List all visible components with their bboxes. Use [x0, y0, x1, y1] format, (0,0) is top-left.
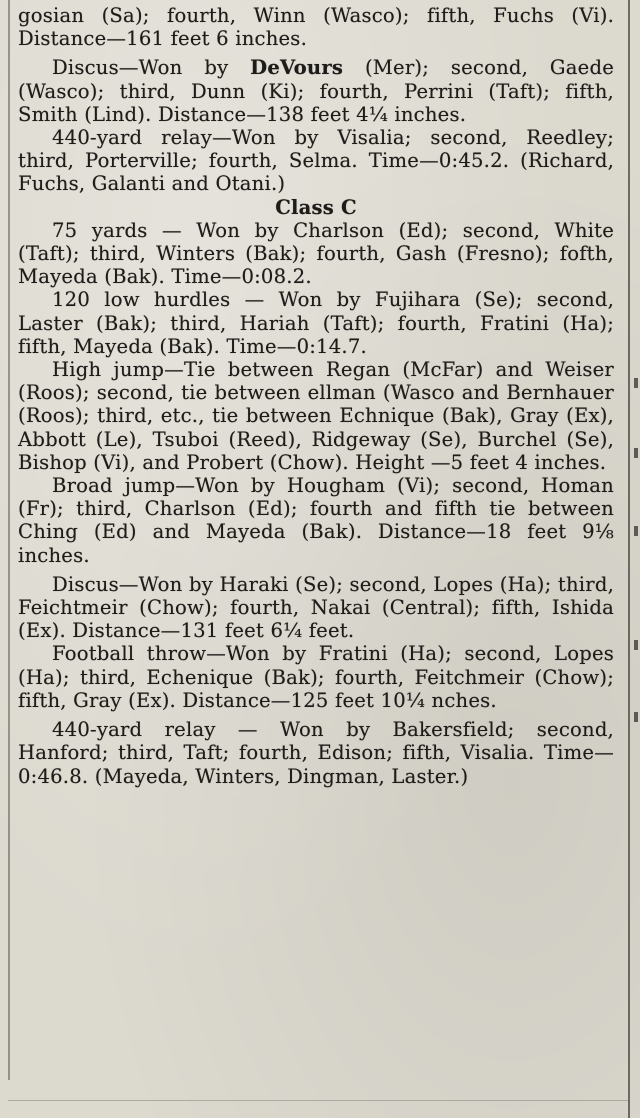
paragraph-relay-class-c: 440-yard relay — Won by Bakersfield; second, Hanford; third, Taft; fourth, Edison; fifth, Visalia. Time—0:46.8. (Mayeda, Winters, Dingman, Laster.) [18, 718, 614, 788]
paragraph-discus-class-b [18, 56, 614, 126]
edge-fragment [634, 378, 638, 388]
edge-fragment [634, 526, 638, 536]
paragraph-low-hurdles: 120 low hurdles — Won by Fujihara (Se); second, Laster (Bak); third, Hariah (Taft); fourth, Fratini (Ha); fifth, Mayeda (Bak). Time—0:14.7. [18, 288, 614, 358]
column-rule-right [628, 0, 630, 1118]
edge-fragment [634, 712, 638, 722]
article-column [18, 4, 614, 788]
paragraph-75-yards: 75 yards — Won by Charlson (Ed); second, White (Taft); third, Winters (Bak); fourth, Gash (Fresno); fofth, Mayeda (Bak). Time—0:08.2. [18, 218, 614, 289]
paragraph-broad-jump: Broad jump—Won by Hougham (Vi); second, Homan (Fr); third, Charlson (Ed); fourth and fifth tie between Ching (Ed) and Mayeda (Bak). Distance—18 feet 9⅛ inches. [18, 474, 614, 567]
edge-fragment [634, 448, 638, 458]
paragraph-high-jump: High jump—Tie between Regan (McFar) and Weiser (Roos); second, tie between ellman (Wasco and Bernhauer (Roos); third, etc., tie between Echnique (Bak), Gray (Ex), Abbott (Le), Tsuboi (Reed), Ridgeway (Se), Burchel (Se), Bishop (Vi), and Probert (Chow). Height —5 feet 4 inches. [18, 358, 614, 474]
section-heading-class-c: Class C [275, 195, 357, 219]
column-rule-left [8, 0, 10, 1080]
paragraph-relay-class-b: 440-yard relay—Won by Visalia; second, Reedley; third, Porterville; fourth, Selma. Time—0:45.2. (Richard, Fuchs, Galanti and Otani.) [18, 126, 614, 196]
bottom-rule [8, 1100, 630, 1101]
paragraph-football-throw: Football throw—Won by Fratini (Ha); second, Lopes (Ha); third, Echenique (Bak); fourth, Feitchmeir (Chow); fifth, Gray (Ex). Distance—125 feet 10¼ nches. [18, 642, 614, 712]
paragraph-discus-class-c: Discus—Won by Haraki (Se); second, Lopes (Ha); third, Feichtmeir (Chow); fourth, Nakai (Central); fifth, Ishida (Ex). Distance—131 feet 6¼ feet. [18, 572, 614, 643]
adjacent-column-edge [632, 0, 640, 1118]
discus-lead: Discus—Won by [52, 56, 251, 80]
discus-results: (Mer); second, Gaede (Wasco); third, Dunn (Ki); fourth, Perrini (Taft); fifth, Smith (Lind). Distance—138 feet 4¼ inches. [18, 56, 614, 126]
edge-fragment [634, 640, 638, 650]
discus-winner: DeVours [250, 56, 344, 80]
paragraph-shot-put-end: gosian (Sa); fourth, Winn (Wasco); fifth, Fuchs (Vi). Distance—161 feet 6 inches. [18, 4, 614, 51]
